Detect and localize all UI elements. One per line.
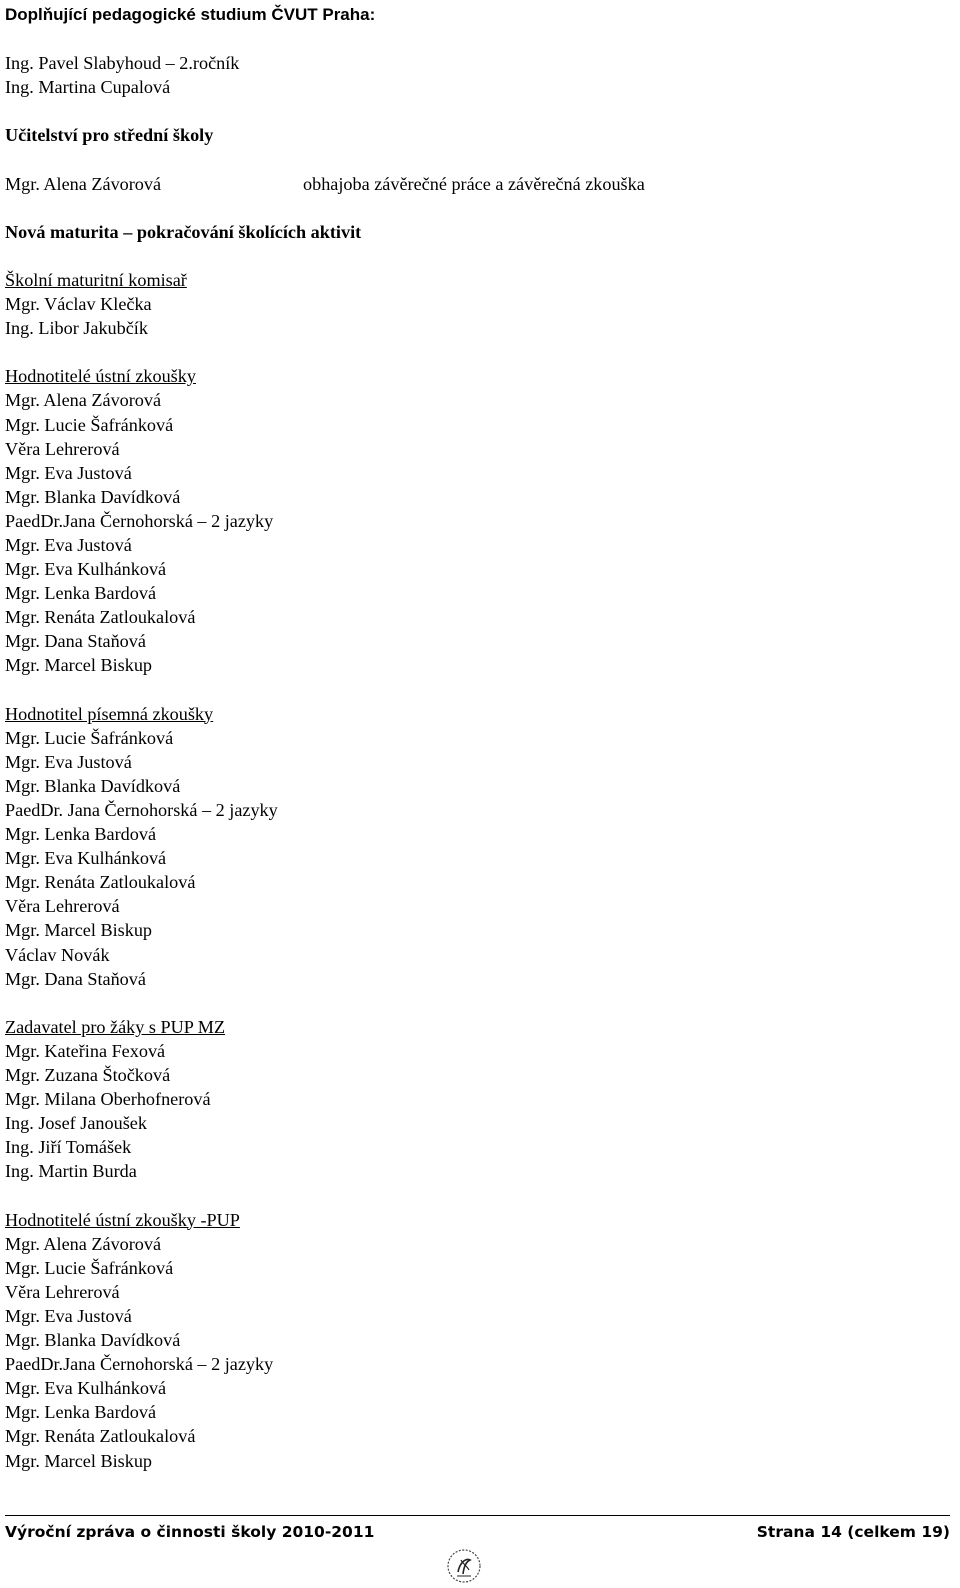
teaching-person: Mgr. Alena Závorová	[5, 173, 162, 194]
teaching-heading: Učitelství pro střední školy	[5, 125, 214, 146]
list-item: Mgr. Eva Justová	[5, 751, 132, 772]
list-item: Mgr. Lucie Šafránková	[5, 1257, 174, 1278]
section-heading: Školní maturitní komisař	[5, 269, 187, 290]
page-footer	[5, 1515, 950, 1542]
dps-person-2: Ing. Martina Cupalová	[5, 77, 171, 98]
list-item: Mgr. Zuzana Štočková	[5, 1065, 171, 1086]
list-item: Věra Lehrerová	[5, 438, 120, 459]
list-item: Věra Lehrerová	[5, 896, 120, 917]
list-item: Mgr. Milana Oberhofnerová	[5, 1089, 211, 1110]
list-item: Mgr. Lenka Bardová	[5, 824, 157, 845]
list-item: Mgr. Lenka Bardová	[5, 583, 157, 604]
list-item: Mgr. Eva Kulhánková	[5, 848, 167, 869]
list-item: Mgr. Alena Závorová	[5, 390, 162, 411]
list-item: Mgr. Eva Justová	[5, 534, 132, 555]
document-body	[5, 3, 945, 1473]
list-item: Mgr. Lenka Bardová	[5, 1402, 157, 1423]
list-item: Mgr. Eva Kulhánková	[5, 1378, 167, 1399]
list-item: Ing. Josef Janoušek	[5, 1113, 147, 1134]
list-item: PaedDr.Jana Černohorská – 2 jazyky	[5, 1354, 274, 1375]
footer-report-title: Výroční zpráva o činnosti školy 2010-2011	[5, 1523, 375, 1541]
list-item: Věra Lehrerová	[5, 1281, 120, 1302]
list-item: Ing. Libor Jakubčík	[5, 318, 148, 339]
maturita-heading: Nová maturita – pokračování školících aktivit	[5, 221, 362, 242]
list-item: Mgr. Eva Justová	[5, 1305, 132, 1326]
list-item: Mgr. Dana Staňová	[5, 631, 146, 652]
list-item: Mgr. Renáta Zatloukalová	[5, 607, 196, 628]
section-heading: Zadavatel pro žáky s PUP MZ	[5, 1016, 226, 1037]
section-heading: Hodnotitelé ústní zkoušky -PUP	[5, 1209, 240, 1230]
list-item: Mgr. Lucie Šafránková	[5, 727, 174, 748]
list-item: Ing. Martin Burda	[5, 1161, 137, 1182]
list-item: Mgr. Marcel Biskup	[5, 920, 153, 941]
school-logo-icon	[446, 1548, 482, 1584]
list-item: Mgr. Blanka Davídková	[5, 486, 181, 507]
list-item: Ing. Jiří Tomášek	[5, 1137, 132, 1158]
list-item: Mgr. Marcel Biskup	[5, 1450, 153, 1471]
list-item: PaedDr.Jana Černohorská – 2 jazyky	[5, 510, 274, 531]
section-heading: Hodnotitel písemná zkoušky	[5, 703, 214, 724]
teaching-note: obhajoba závěrečné práce a závěrečná zkouška	[303, 173, 645, 194]
list-item: Mgr. Blanka Davídková	[5, 775, 181, 796]
list-item: Mgr. Eva Kulhánková	[5, 559, 167, 580]
list-item: PaedDr. Jana Černohorská – 2 jazyky	[5, 800, 278, 820]
list-item: Mgr. Kateřina Fexová	[5, 1040, 166, 1061]
list-item: Mgr. Blanka Davídková	[5, 1330, 181, 1351]
list-item: Mgr. Renáta Zatloukalová	[5, 1426, 196, 1447]
sections-container	[5, 268, 945, 1473]
list-item: Mgr. Václav Klečka	[5, 294, 152, 315]
section-heading: Hodnotitelé ústní zkoušky	[5, 366, 196, 387]
list-item: Mgr. Alena Závorová	[5, 1233, 162, 1254]
teaching-row	[5, 172, 945, 196]
list-item: Mgr. Renáta Zatloukalová	[5, 872, 196, 893]
list-item: Mgr. Lucie Šafránková	[5, 414, 174, 435]
dps-person-1: Ing. Pavel Slabyhoud – 2.ročník	[5, 53, 240, 74]
list-item: Václav Novák	[5, 944, 110, 965]
footer-page-number: Strana 14 (celkem 19)	[756, 1523, 950, 1541]
list-item: Mgr. Marcel Biskup	[5, 655, 153, 676]
list-item: Mgr. Dana Staňová	[5, 968, 146, 989]
list-item: Mgr. Eva Justová	[5, 462, 132, 483]
page-title: Doplňující pedagogické studium ČVUT Praha:	[5, 5, 376, 24]
